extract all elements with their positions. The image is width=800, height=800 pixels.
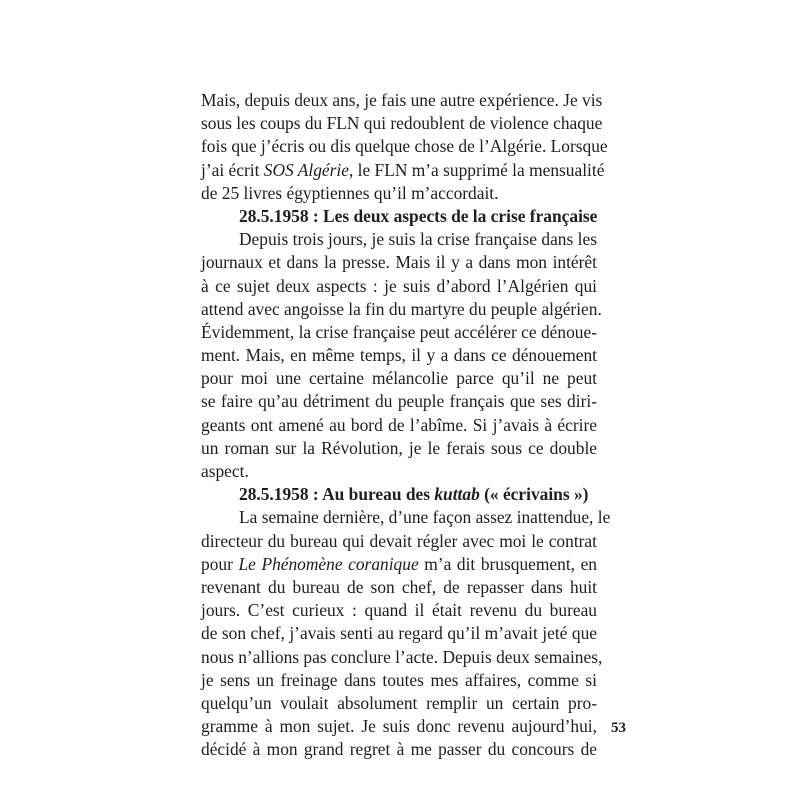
text-line: [201, 553, 597, 576]
text-line: Mais, depuis deux ans, je fais une autre expérience. Je vis: [201, 90, 603, 110]
text-line: pour moi une certaine mélancolie parce qu’il ne peut: [201, 368, 597, 389]
text-line: gramme à mon sujet. Je suis donc revenu aujourd’hui,: [201, 716, 597, 737]
text-line: Depuis trois jours, je suis la crise française dans les: [239, 229, 597, 250]
text-line: La semaine dernière, d’une façon assez inattendue, le: [239, 507, 611, 528]
text-line: journaux et dans la presse. Mais il y a dans mon intérêt: [201, 252, 597, 273]
entry-heading: 28.5.1958 : Les deux aspects de la crise française: [239, 205, 598, 226]
text-fragment: j’ai écrit: [201, 159, 264, 180]
text-line: revenant du bureau de son chef, de repasser dans huit: [201, 576, 597, 597]
text-line: de 25 livres égyptiennes qu’il m’accordait.: [201, 182, 499, 203]
text-fragment: pour: [201, 553, 239, 574]
text-line: jours. C’est curieux : quand il était revenu du bureau: [201, 600, 597, 621]
heading-fragment: (« écrivains »): [479, 484, 589, 505]
heading-italic: kuttab: [434, 484, 480, 505]
text-line: directeur du bureau qui devait régler avec moi le contrat: [201, 530, 597, 551]
book-title-italic: SOS Algérie: [263, 159, 349, 180]
text-line: ment. Mais, en même temps, il y a dans ce dénouement: [201, 345, 597, 366]
entry-heading: [201, 483, 597, 506]
text-line: à ce sujet deux aspects : je suis d’abord l’Algérien qui: [201, 275, 597, 296]
text-line: quelqu’un voulait absolument remplir un certain pro-: [201, 692, 597, 713]
body-text: [201, 89, 611, 761]
book-title-italic: Le Phénomène coranique: [238, 553, 419, 574]
text-line: décidé à mon grand regret à me passer du concours de: [201, 739, 597, 760]
text-line: nous n’allions pas conclure l’acte. Depuis deux semaines,: [201, 646, 603, 667]
text-line: attend avec angoisse la fin du martyre du peuple algérien.: [201, 298, 602, 319]
text-line: fois que j’écris ou dis quelque chose de l’Algérie. Lorsque: [201, 136, 608, 157]
page-number: 53: [611, 720, 626, 736]
text-line: geants ont amené au bord de l’abîme. Si j’avais à écrire: [201, 414, 597, 435]
heading-fragment: 28.5.1958 : Au bureau des: [239, 484, 435, 505]
text-fragment: , le FLN m’a supprimé la mensualité: [348, 159, 605, 180]
text-line: Évidemment, la crise française peut accélérer ce dénoue-: [201, 321, 597, 342]
text-line: de son chef, j’avais senti au regard qu’il m’avait jeté que: [201, 623, 597, 644]
text-fragment: m’a dit brusquement, en: [418, 553, 597, 574]
text-line: sous les coups du FLN qui redoublent de violence chaque: [201, 113, 603, 134]
text-line: [201, 159, 605, 182]
text-line: se faire qu’au détriment du peuple français que ses diri-: [201, 391, 597, 412]
text-line: aspect.: [201, 461, 249, 481]
text-line: un roman sur la Révolution, je le ferais sous ce double: [201, 437, 597, 458]
text-line: je sens un freinage dans toutes mes affaires, comme si: [201, 669, 597, 690]
